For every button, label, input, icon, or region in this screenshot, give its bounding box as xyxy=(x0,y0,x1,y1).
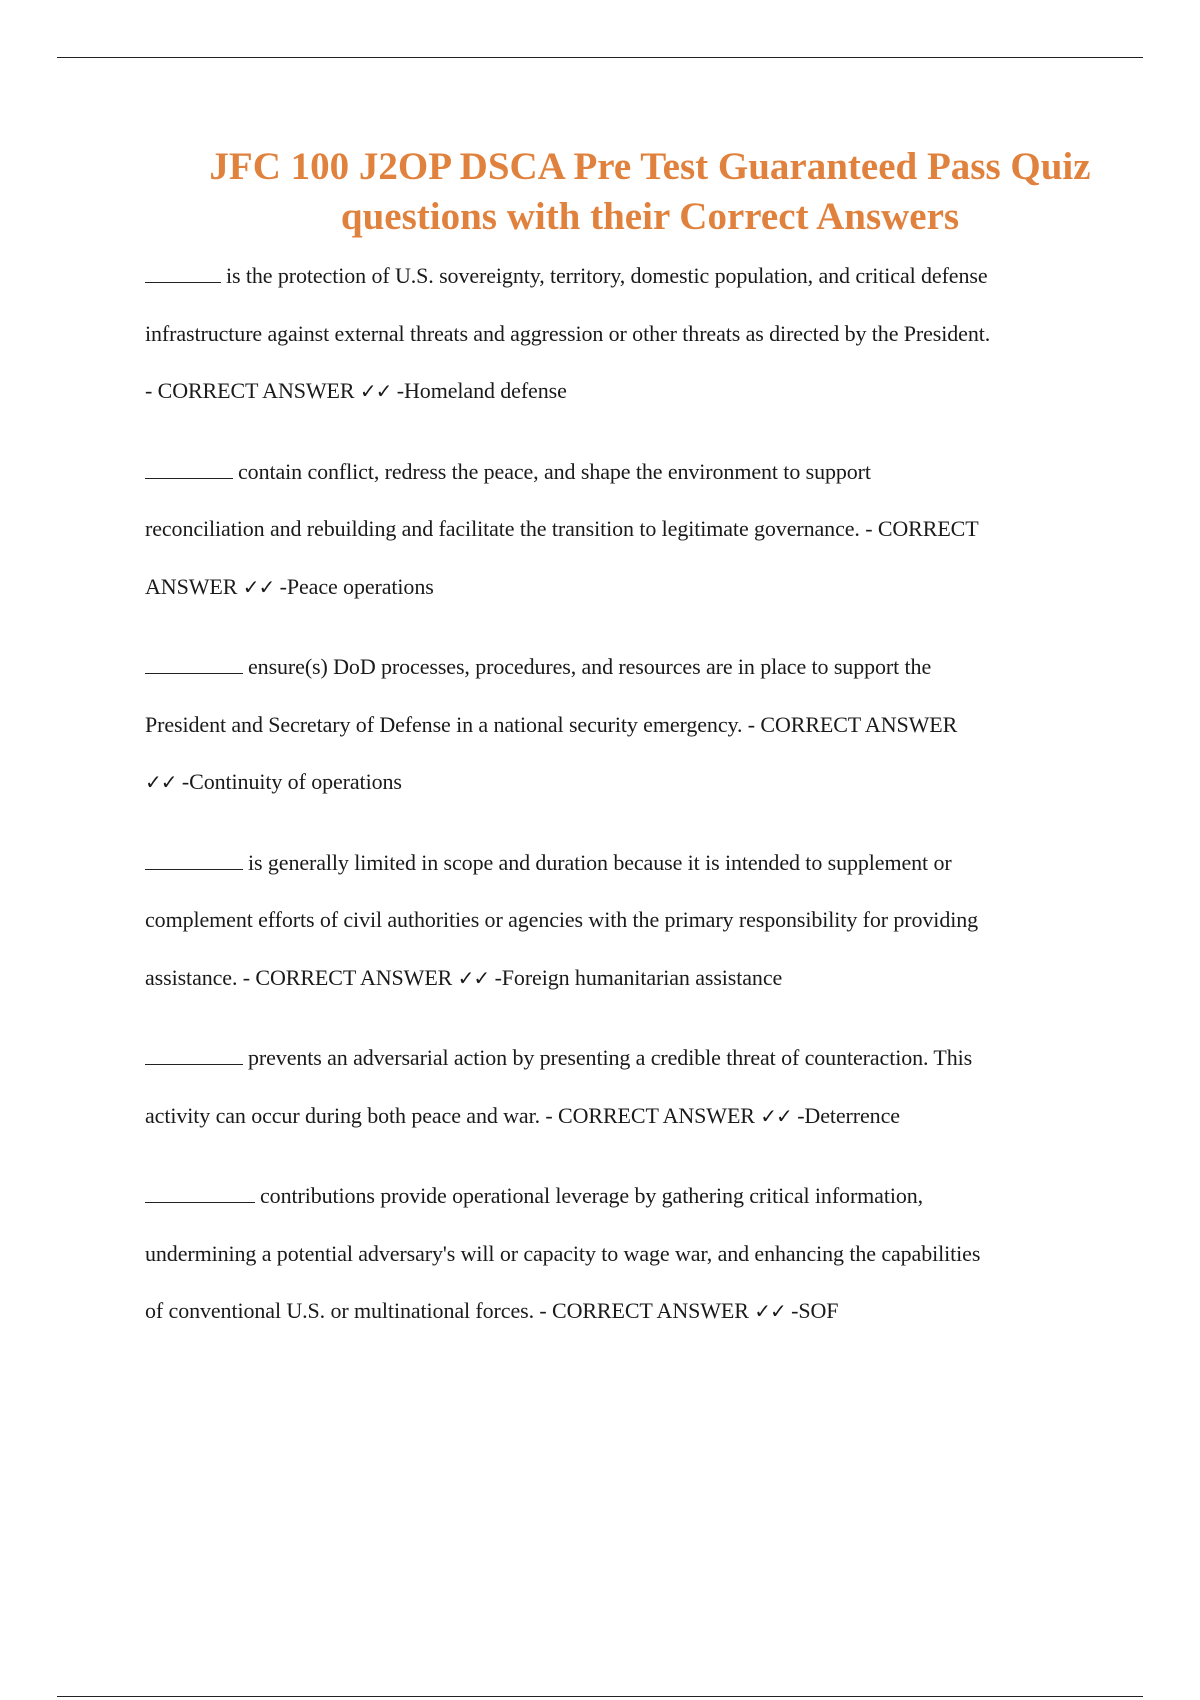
question-list xyxy=(145,247,1105,1363)
question-line: prevents an adversarial action by presenting a credible threat of counteraction. This xyxy=(145,1029,1105,1087)
question-line: complement efforts of civil authorities or agencies with the primary responsibility for providing xyxy=(145,907,979,932)
question-item xyxy=(145,1029,1105,1145)
question-line: ensure(s) DoD processes, procedures, and resources are in place to support the xyxy=(145,638,1105,696)
question-item xyxy=(145,638,1105,812)
answer-line: activity can occur during both peace and war. - CORRECT ANSWER ✓✓ -Deterrence xyxy=(145,1102,900,1128)
correct-answer: -Foreign humanitarian assistance xyxy=(494,964,783,990)
question-line: contain conflict, redress the peace, and shape the environment to support xyxy=(145,443,1105,501)
double-check-icon: ✓✓ xyxy=(242,574,275,599)
double-check-icon: ✓✓ xyxy=(754,1299,786,1323)
title-line-1: JFC 100 J2OP DSCA Pre Test Guaranteed Pass Quiz xyxy=(209,145,1091,188)
answer-line: assistance. - CORRECT ANSWER ✓✓ -Foreign humanitarian assistance xyxy=(145,964,783,990)
correct-answer: -Homeland defense xyxy=(396,378,567,403)
top-rule xyxy=(57,57,1143,58)
question-item xyxy=(145,1167,1105,1341)
answer-blank xyxy=(145,265,221,283)
answer-line xyxy=(145,753,1105,812)
double-check-icon: ✓✓ xyxy=(457,965,490,990)
question-line: is generally limited in scope and duration because it is intended to supplement or xyxy=(145,834,1105,892)
answer-blank xyxy=(145,461,233,479)
correct-answer: -Deterrence xyxy=(797,1102,900,1128)
question-item xyxy=(145,247,1105,421)
question-item xyxy=(145,443,1105,617)
double-check-icon: ✓✓ xyxy=(760,1103,792,1128)
question-line: contributions provide operational leverage by gathering critical information, xyxy=(145,1167,1105,1225)
answer-blank xyxy=(145,1047,243,1065)
double-check-icon: ✓✓ xyxy=(145,770,177,794)
answer-blank xyxy=(145,852,243,870)
question-line: is the protection of U.S. sovereignty, territory, domestic population, and critical defense xyxy=(145,247,1105,305)
answer-blank xyxy=(145,656,243,674)
question-line: President and Secretary of Defense in a national security emergency. - CORRECT ANSWER xyxy=(145,711,958,737)
title-line-2: questions with their Correct Answers xyxy=(340,195,960,238)
correct-answer: -SOF xyxy=(791,1298,839,1323)
correct-answer: -Continuity of operations xyxy=(181,769,402,794)
question-item xyxy=(145,834,1105,1008)
answer-line: - CORRECT ANSWER ✓✓ -Homeland defense xyxy=(145,378,567,403)
question-line: undermining a potential adversary's will or capacity to wage war, and enhancing the capabilities xyxy=(145,1240,981,1266)
answer-blank xyxy=(145,1185,255,1203)
bottom-rule xyxy=(57,1696,1143,1697)
document-title xyxy=(120,142,1180,242)
double-check-icon: ✓✓ xyxy=(359,379,392,403)
correct-answer: -Peace operations xyxy=(279,573,434,599)
question-line: reconciliation and rebuilding and facilitate the transition to legitimate governance. - CORRECT xyxy=(145,516,979,541)
answer-line: ANSWER ✓✓ -Peace operations xyxy=(145,573,434,599)
answer-line: of conventional U.S. or multinational forces. - CORRECT ANSWER ✓✓ -SOF xyxy=(145,1298,839,1323)
question-line: infrastructure against external threats and aggression or other threats as directed by the President. xyxy=(145,320,991,346)
